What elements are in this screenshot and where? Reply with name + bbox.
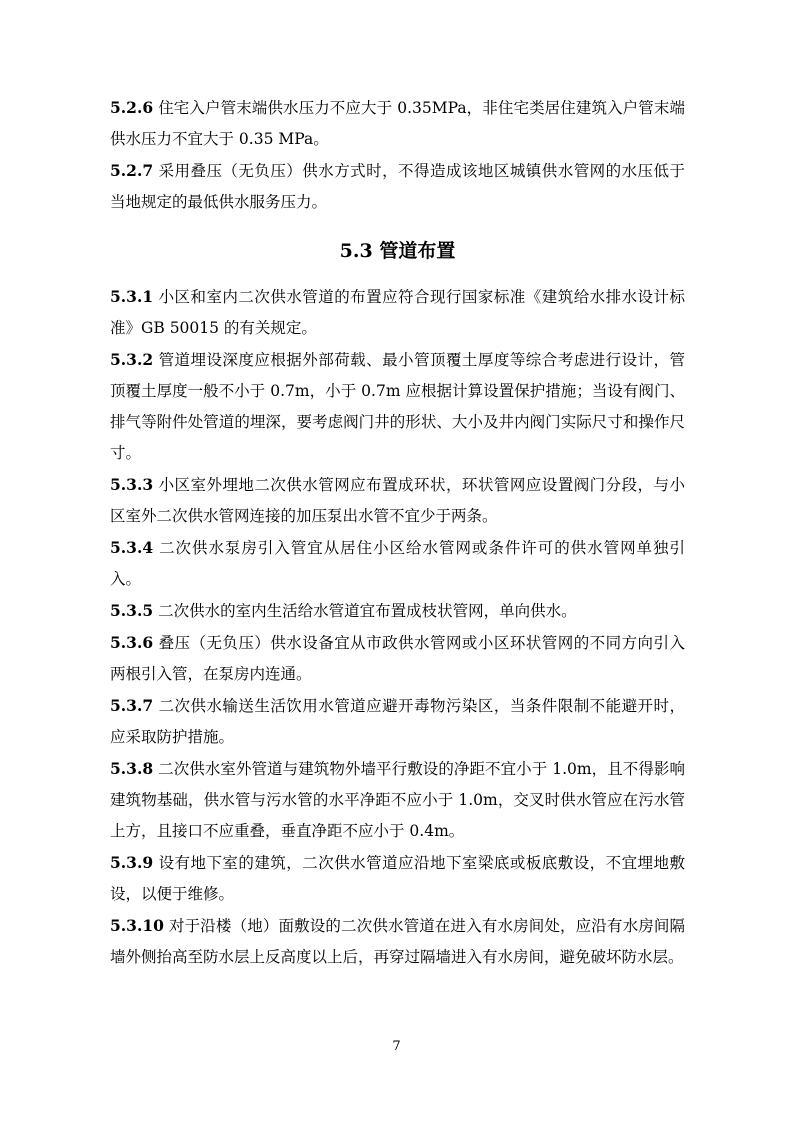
paragraph-text: 小区和室内二次供水管道的布置应符合现行国家标准《建筑给水排水设计标准》GB 50015 的有关规定。 — [110, 288, 685, 337]
paragraph-text: 住宅入户管末端供水压力不应大于 0.35MPa，非住宅类居住建筑入户管末端供水压力不宜大于 0.35 MPa。 — [110, 99, 685, 148]
paragraph-text: 采用叠压（无负压）供水方式时，不得造成该地区城镇供水管网的水压低于当地规定的最低供水服务压力。 — [110, 162, 685, 211]
paragraph-text: 设有地下室的建筑，二次供水管道应沿地下室梁底或板底敷设，不宜埋地敷设，以便于维修。 — [110, 854, 685, 903]
paragraph-5-3-9 — [110, 847, 685, 910]
paragraph-5-3-2 — [110, 344, 685, 469]
page-number: 7 — [392, 1039, 401, 1054]
paragraph-number: 5.3.10 — [110, 916, 164, 935]
paragraph-number: 5.2.6 — [110, 98, 154, 117]
paragraph-5-3-1 — [110, 281, 685, 344]
paragraph-number: 5.3.3 — [110, 475, 154, 494]
paragraph-text: 二次供水的室内生活给水管道宜布置成枝状管网，单向供水。 — [158, 602, 577, 620]
paragraph-number: 5.3.8 — [110, 759, 154, 778]
paragraph-group-after-heading — [110, 281, 685, 973]
paragraph-number: 5.3.5 — [110, 601, 154, 620]
paragraph-5-2-6 — [110, 92, 685, 155]
paragraph-text: 小区室外埋地二次供水管网应布置成环状，环状管网应设置阀门分段，与小区室外二次供水管网连接的加压泵出水管不宜少于两条。 — [110, 476, 685, 525]
paragraph-5-3-7 — [110, 690, 685, 753]
paragraph-text: 二次供水输送生活饮用水管道应避开毒物污染区，当条件限制不能避开时，应采取防护措施。 — [110, 697, 685, 746]
paragraph-5-3-4 — [110, 532, 685, 595]
section-heading: 5.3 管道布置 — [339, 240, 456, 262]
paragraph-5-3-3 — [110, 469, 685, 532]
paragraph-5-3-5 — [110, 595, 685, 627]
paragraph-number: 5.2.7 — [110, 161, 154, 180]
page-content — [110, 92, 685, 975]
paragraph-5-2-7 — [110, 155, 685, 218]
paragraph-text: 管道埋设深度应根据外部荷载、最小管顶覆土厚度等综合考虑进行设计，管顶覆土厚度一般不小于 0.7m，小于 0.7m 应根据计算设置保护措施；当设有阀门、排气等附件处管道的埋深，要考虑阀门井的形状、大小及井内阀门实际尺寸和操作尺寸。 — [110, 351, 685, 462]
paragraph-group-before-heading — [110, 92, 685, 218]
paragraph-number: 5.3.1 — [110, 287, 154, 306]
paragraph-number: 5.3.6 — [110, 633, 154, 652]
paragraph-number: 5.3.2 — [110, 350, 154, 369]
paragraph-text: 叠压（无负压）供水设备宜从市政供水管网或小区环状管网的不同方向引入两根引入管，在泵房内连通。 — [110, 634, 685, 683]
paragraph-number: 5.3.9 — [110, 853, 154, 872]
paragraph-text: 对于沿楼（地）面敷设的二次供水管道在进入有水房间处，应沿有水房间隔墙外侧抬高至防水层上反高度以上后，再穿过隔墙进入有水房间，避免破坏防水层。 — [110, 917, 685, 966]
paragraph-text: 二次供水泵房引入管宜从居住小区给水管网或条件许可的供水管网单独引入。 — [110, 539, 685, 588]
paragraph-number: 5.3.7 — [110, 696, 154, 715]
paragraph-number: 5.3.4 — [110, 538, 154, 557]
paragraph-5-3-10 — [110, 910, 685, 973]
paragraph-text: 二次供水室外管道与建筑物外墙平行敷设的净距不宜小于 1.0m，且不得影响建筑物基础，供水管与污水管的水平净距不应小于 1.0m，交叉时供水管应在污水管上方，且接口不应重叠，垂直净距不应小于 0.4m。 — [110, 760, 685, 840]
paragraph-5-3-6 — [110, 627, 685, 690]
paragraph-5-3-8 — [110, 753, 685, 847]
